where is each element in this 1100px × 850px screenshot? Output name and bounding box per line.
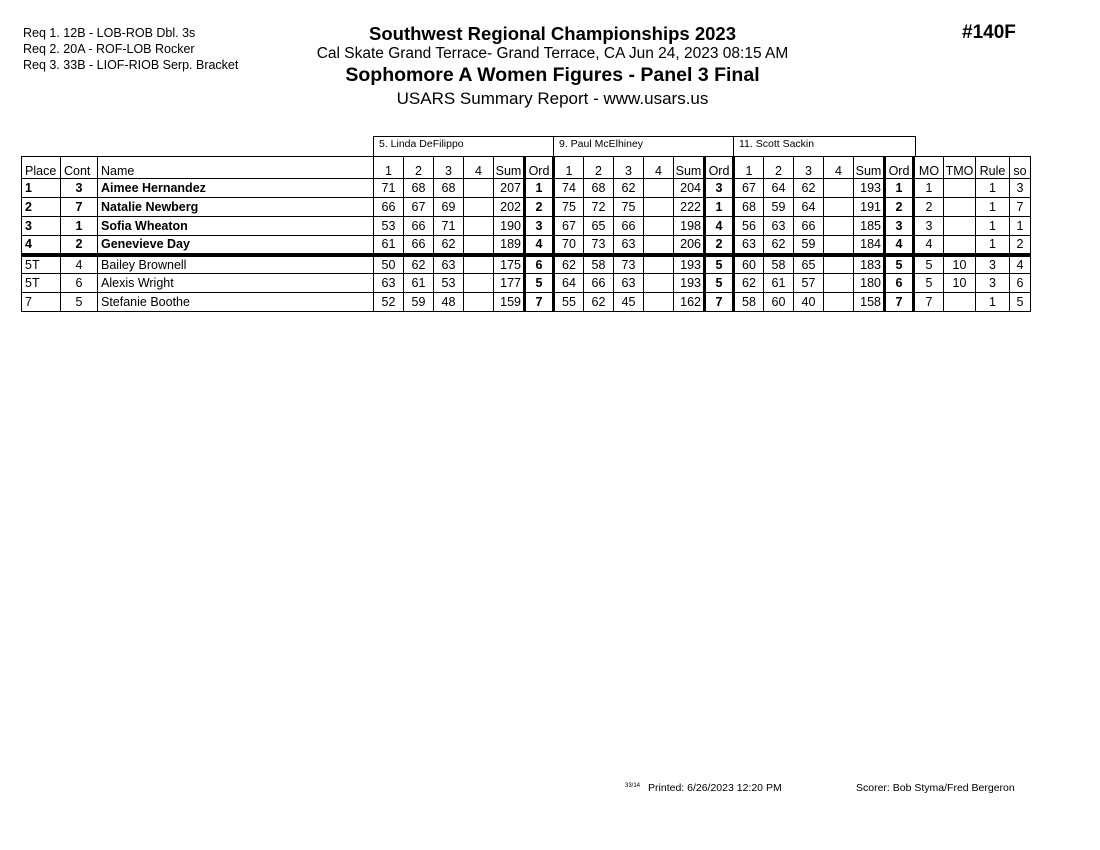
- name-cell: Alexis Wright: [98, 274, 374, 293]
- col-mo: MO: [914, 157, 944, 179]
- cont-cell: 7: [61, 198, 98, 217]
- judge-1-score-4: [464, 179, 494, 198]
- so-cell: 4: [1010, 255, 1031, 274]
- report-header: [260, 22, 845, 110]
- judge-3-score-1: 67: [734, 179, 764, 198]
- judge-1-score-3: 71: [434, 217, 464, 236]
- judge-2-ordinal: 2: [705, 236, 734, 255]
- judge-3-ordinal: 3: [885, 217, 914, 236]
- judge-3-ordinal: 5: [885, 255, 914, 274]
- judge-2-score-3: 73: [614, 255, 644, 274]
- judge-1-ordinal: 2: [525, 198, 554, 217]
- col-rule: Rule: [976, 157, 1010, 179]
- col-tmo: TMO: [944, 157, 976, 179]
- judge-2-ordinal: 3: [705, 179, 734, 198]
- judge-3-score-4: [824, 179, 854, 198]
- judge-2-score-2: 72: [584, 198, 614, 217]
- rule-cell: 3: [976, 274, 1010, 293]
- judge-1-sum: 190: [494, 217, 525, 236]
- judge-2-score-1: 62: [554, 255, 584, 274]
- mo-cell: 4: [914, 236, 944, 255]
- judge-3-score-3: 64: [794, 198, 824, 217]
- mo-cell: 5: [914, 274, 944, 293]
- cont-cell: 5: [61, 293, 98, 312]
- judge-2-sum: 206: [674, 236, 705, 255]
- cont-cell: 2: [61, 236, 98, 255]
- cont-cell: 6: [61, 274, 98, 293]
- tmo-cell: 10: [944, 274, 976, 293]
- judge-2-ordinal: 4: [705, 217, 734, 236]
- col-j1-fig1: 1: [374, 157, 404, 179]
- judge-3-score-1: 62: [734, 274, 764, 293]
- judge-3-score-1: 58: [734, 293, 764, 312]
- judge-2-sum: 198: [674, 217, 705, 236]
- judge-2-sum: 162: [674, 293, 705, 312]
- table-row: [22, 255, 1031, 274]
- judge-3-score-4: [824, 217, 854, 236]
- judge-2-score-4: [644, 179, 674, 198]
- judge-3-sum: 193: [854, 179, 885, 198]
- judge-3-score-3: 59: [794, 236, 824, 255]
- judge-1-score-2: 66: [404, 217, 434, 236]
- rule-cell: 1: [976, 198, 1010, 217]
- report-code: 33/14: [625, 783, 641, 789]
- table-row: [22, 198, 1031, 217]
- col-j2-fig3: 3: [614, 157, 644, 179]
- event-number: #140F: [962, 22, 1016, 43]
- so-cell: 7: [1010, 198, 1031, 217]
- printed-info: [625, 782, 782, 794]
- cont-cell: 4: [61, 255, 98, 274]
- judge-1-ordinal: 3: [525, 217, 554, 236]
- judge-1-score-1: 63: [374, 274, 404, 293]
- judge-1-score-2: 68: [404, 179, 434, 198]
- judge-2-ordinal: 1: [705, 198, 734, 217]
- judge-3-score-2: 58: [764, 255, 794, 274]
- judge-1-sum: 207: [494, 179, 525, 198]
- judge-3-score-1: 68: [734, 198, 764, 217]
- judge-2-score-3: 75: [614, 198, 644, 217]
- col-j1-ord: Ord: [525, 157, 554, 179]
- judge-3-score-3: 65: [794, 255, 824, 274]
- name-cell: Genevieve Day: [98, 236, 374, 255]
- results-table: [21, 156, 1031, 312]
- name-cell: Bailey Brownell: [98, 255, 374, 274]
- judge-3-score-1: 63: [734, 236, 764, 255]
- judge-3-score-2: 64: [764, 179, 794, 198]
- judge-2-score-4: [644, 198, 674, 217]
- judge-2-sum: 193: [674, 274, 705, 293]
- col-j2-fig1: 1: [554, 157, 584, 179]
- judge-3-score-2: 59: [764, 198, 794, 217]
- judge-3-score-4: [824, 198, 854, 217]
- name-cell: Stefanie Boothe: [98, 293, 374, 312]
- name-cell: Sofia Wheaton: [98, 217, 374, 236]
- requirement-1: Req 1. 12B - LOB-ROB Dbl. 3s: [23, 26, 196, 40]
- so-cell: 2: [1010, 236, 1031, 255]
- judge-1-score-3: 68: [434, 179, 464, 198]
- mo-cell: 2: [914, 198, 944, 217]
- event-title: Sophomore A Women Figures - Panel 3 Final: [345, 64, 760, 86]
- judge-3-sum: 158: [854, 293, 885, 312]
- judge-2-score-3: 66: [614, 217, 644, 236]
- col-j1-sum: Sum: [494, 157, 525, 179]
- col-so: so: [1010, 157, 1031, 179]
- cont-cell: 3: [61, 179, 98, 198]
- so-cell: 5: [1010, 293, 1031, 312]
- judge-1-score-4: [464, 274, 494, 293]
- judge-1-score-1: 66: [374, 198, 404, 217]
- so-cell: 3: [1010, 179, 1031, 198]
- judge-3-ordinal: 4: [885, 236, 914, 255]
- so-cell: 1: [1010, 217, 1031, 236]
- so-cell: 6: [1010, 274, 1031, 293]
- mo-cell: 7: [914, 293, 944, 312]
- col-j2-ord: Ord: [705, 157, 734, 179]
- judge-2-score-2: 58: [584, 255, 614, 274]
- venue-date: Cal Skate Grand Terrace- Grand Terrace, CA Jun 24, 2023 08:15 AM: [316, 45, 789, 62]
- name-cell: Natalie Newberg: [98, 198, 374, 217]
- judge-3-ordinal: 7: [885, 293, 914, 312]
- judge-2-score-2: 62: [584, 293, 614, 312]
- col-j1-fig2: 2: [404, 157, 434, 179]
- judge-1-sum: 202: [494, 198, 525, 217]
- tmo-cell: [944, 179, 976, 198]
- mo-cell: 5: [914, 255, 944, 274]
- judge-1-sum: 175: [494, 255, 525, 274]
- judge-1-ordinal: 1: [525, 179, 554, 198]
- rule-cell: 1: [976, 293, 1010, 312]
- col-j2-sum: Sum: [674, 157, 705, 179]
- judge-3-ordinal: 2: [885, 198, 914, 217]
- tmo-cell: [944, 198, 976, 217]
- judge-2-score-4: [644, 255, 674, 274]
- rule-cell: 1: [976, 217, 1010, 236]
- judge-1-score-1: 61: [374, 236, 404, 255]
- table-row: [22, 274, 1031, 293]
- judge-1-score-4: [464, 255, 494, 274]
- rule-cell: 1: [976, 236, 1010, 255]
- judge-3-score-3: 57: [794, 274, 824, 293]
- judge-3-score-3: 66: [794, 217, 824, 236]
- judge-2-score-4: [644, 274, 674, 293]
- judge-header-1: 5. Linda DeFilippo: [373, 136, 554, 156]
- judge-2-score-3: 45: [614, 293, 644, 312]
- judge-1-score-4: [464, 293, 494, 312]
- judge-2-sum: 193: [674, 255, 705, 274]
- judge-3-score-2: 63: [764, 217, 794, 236]
- place-cell: 2: [22, 198, 61, 217]
- judge-1-score-4: [464, 217, 494, 236]
- judge-2-score-1: 70: [554, 236, 584, 255]
- judge-2-score-1: 74: [554, 179, 584, 198]
- judge-1-score-2: 67: [404, 198, 434, 217]
- judge-3-score-2: 60: [764, 293, 794, 312]
- judge-2-score-1: 55: [554, 293, 584, 312]
- rule-cell: 3: [976, 255, 1010, 274]
- judge-2-score-3: 63: [614, 274, 644, 293]
- judge-1-sum: 189: [494, 236, 525, 255]
- tmo-cell: [944, 293, 976, 312]
- col-j3-fig1: 1: [734, 157, 764, 179]
- judge-2-score-3: 63: [614, 236, 644, 255]
- col-j1-fig4: 4: [464, 157, 494, 179]
- judge-1-ordinal: 4: [525, 236, 554, 255]
- judge-1-ordinal: 5: [525, 274, 554, 293]
- col-j1-fig3: 3: [434, 157, 464, 179]
- judge-3-score-1: 60: [734, 255, 764, 274]
- competition-title: Southwest Regional Championships 2023: [369, 23, 736, 44]
- judge-3-score-1: 56: [734, 217, 764, 236]
- cont-cell: 1: [61, 217, 98, 236]
- requirement-3: Req 3. 33B - LIOF-RIOB Serp. Bracket: [23, 58, 239, 72]
- judge-2-ordinal: 7: [705, 293, 734, 312]
- judge-2-ordinal: 5: [705, 274, 734, 293]
- judge-2-score-4: [644, 293, 674, 312]
- judge-2-sum: 204: [674, 179, 705, 198]
- judge-3-ordinal: 1: [885, 179, 914, 198]
- requirements-list: [23, 25, 238, 73]
- place-cell: 1: [22, 179, 61, 198]
- judge-1-score-2: 62: [404, 255, 434, 274]
- name-cell: Aimee Hernandez: [98, 179, 374, 198]
- judge-1-score-3: 53: [434, 274, 464, 293]
- judge-3-score-4: [824, 255, 854, 274]
- judge-header-3: 11. Scott Sackin: [733, 136, 916, 156]
- rule-cell: 1: [976, 179, 1010, 198]
- judge-3-score-3: 40: [794, 293, 824, 312]
- judge-2-score-2: 68: [584, 179, 614, 198]
- col-j3-fig4: 4: [824, 157, 854, 179]
- judge-2-score-2: 73: [584, 236, 614, 255]
- table-header-row: [22, 157, 1031, 179]
- judge-3-score-2: 61: [764, 274, 794, 293]
- judge-1-score-2: 61: [404, 274, 434, 293]
- tmo-cell: 10: [944, 255, 976, 274]
- judge-3-score-3: 62: [794, 179, 824, 198]
- judge-3-score-2: 62: [764, 236, 794, 255]
- judge-3-sum: 185: [854, 217, 885, 236]
- table-row: [22, 293, 1031, 312]
- judge-1-score-3: 48: [434, 293, 464, 312]
- mo-cell: 1: [914, 179, 944, 198]
- judge-1-score-2: 66: [404, 236, 434, 255]
- mo-cell: 3: [914, 217, 944, 236]
- place-cell: 7: [22, 293, 61, 312]
- judge-1-sum: 159: [494, 293, 525, 312]
- judge-1-score-1: 50: [374, 255, 404, 274]
- judge-2-score-2: 66: [584, 274, 614, 293]
- judge-2-score-4: [644, 236, 674, 255]
- judge-header-2: 9. Paul McElhiney: [553, 136, 734, 156]
- judge-1-score-4: [464, 236, 494, 255]
- table-row: [22, 217, 1031, 236]
- judge-2-score-3: 62: [614, 179, 644, 198]
- place-cell: 5T: [22, 274, 61, 293]
- col-name: Name: [98, 157, 374, 179]
- judge-1-sum: 177: [494, 274, 525, 293]
- col-j2-fig4: 4: [644, 157, 674, 179]
- judge-2-score-2: 65: [584, 217, 614, 236]
- judge-2-ordinal: 5: [705, 255, 734, 274]
- place-cell: 4: [22, 236, 61, 255]
- col-j3-fig2: 2: [764, 157, 794, 179]
- judge-1-score-3: 62: [434, 236, 464, 255]
- judge-3-sum: 183: [854, 255, 885, 274]
- table-row: [22, 179, 1031, 198]
- place-cell: 5T: [22, 255, 61, 274]
- printed-date: Printed: 6/26/2023 12:20 PM: [648, 782, 782, 794]
- col-cont: Cont: [61, 157, 98, 179]
- place-cell: 3: [22, 217, 61, 236]
- judge-3-score-4: [824, 236, 854, 255]
- scorer-info: Scorer: Bob Styma/Fred Bergeron: [856, 782, 1015, 794]
- judge-2-score-4: [644, 217, 674, 236]
- judge-1-score-3: 69: [434, 198, 464, 217]
- judge-1-score-3: 63: [434, 255, 464, 274]
- tmo-cell: [944, 217, 976, 236]
- col-place: Place: [22, 157, 61, 179]
- judge-3-sum: 191: [854, 198, 885, 217]
- judge-1-ordinal: 6: [525, 255, 554, 274]
- col-j2-fig2: 2: [584, 157, 614, 179]
- table-row: [22, 236, 1031, 255]
- judge-2-score-1: 75: [554, 198, 584, 217]
- judge-1-score-1: 52: [374, 293, 404, 312]
- col-j3-fig3: 3: [794, 157, 824, 179]
- report-subtitle: USARS Summary Report - www.usars.us: [396, 89, 709, 108]
- judge-3-sum: 180: [854, 274, 885, 293]
- judge-1-score-1: 71: [374, 179, 404, 198]
- judge-3-sum: 184: [854, 236, 885, 255]
- judge-2-score-1: 67: [554, 217, 584, 236]
- judge-1-score-1: 53: [374, 217, 404, 236]
- judge-3-score-4: [824, 293, 854, 312]
- requirement-2: Req 2. 20A - ROF-LOB Rocker: [23, 42, 195, 56]
- judge-1-ordinal: 7: [525, 293, 554, 312]
- judge-3-ordinal: 6: [885, 274, 914, 293]
- col-j3-ord: Ord: [885, 157, 914, 179]
- tmo-cell: [944, 236, 976, 255]
- judge-2-score-1: 64: [554, 274, 584, 293]
- judge-1-score-4: [464, 198, 494, 217]
- judge-1-score-2: 59: [404, 293, 434, 312]
- judge-2-sum: 222: [674, 198, 705, 217]
- col-j3-sum: Sum: [854, 157, 885, 179]
- judge-3-score-4: [824, 274, 854, 293]
